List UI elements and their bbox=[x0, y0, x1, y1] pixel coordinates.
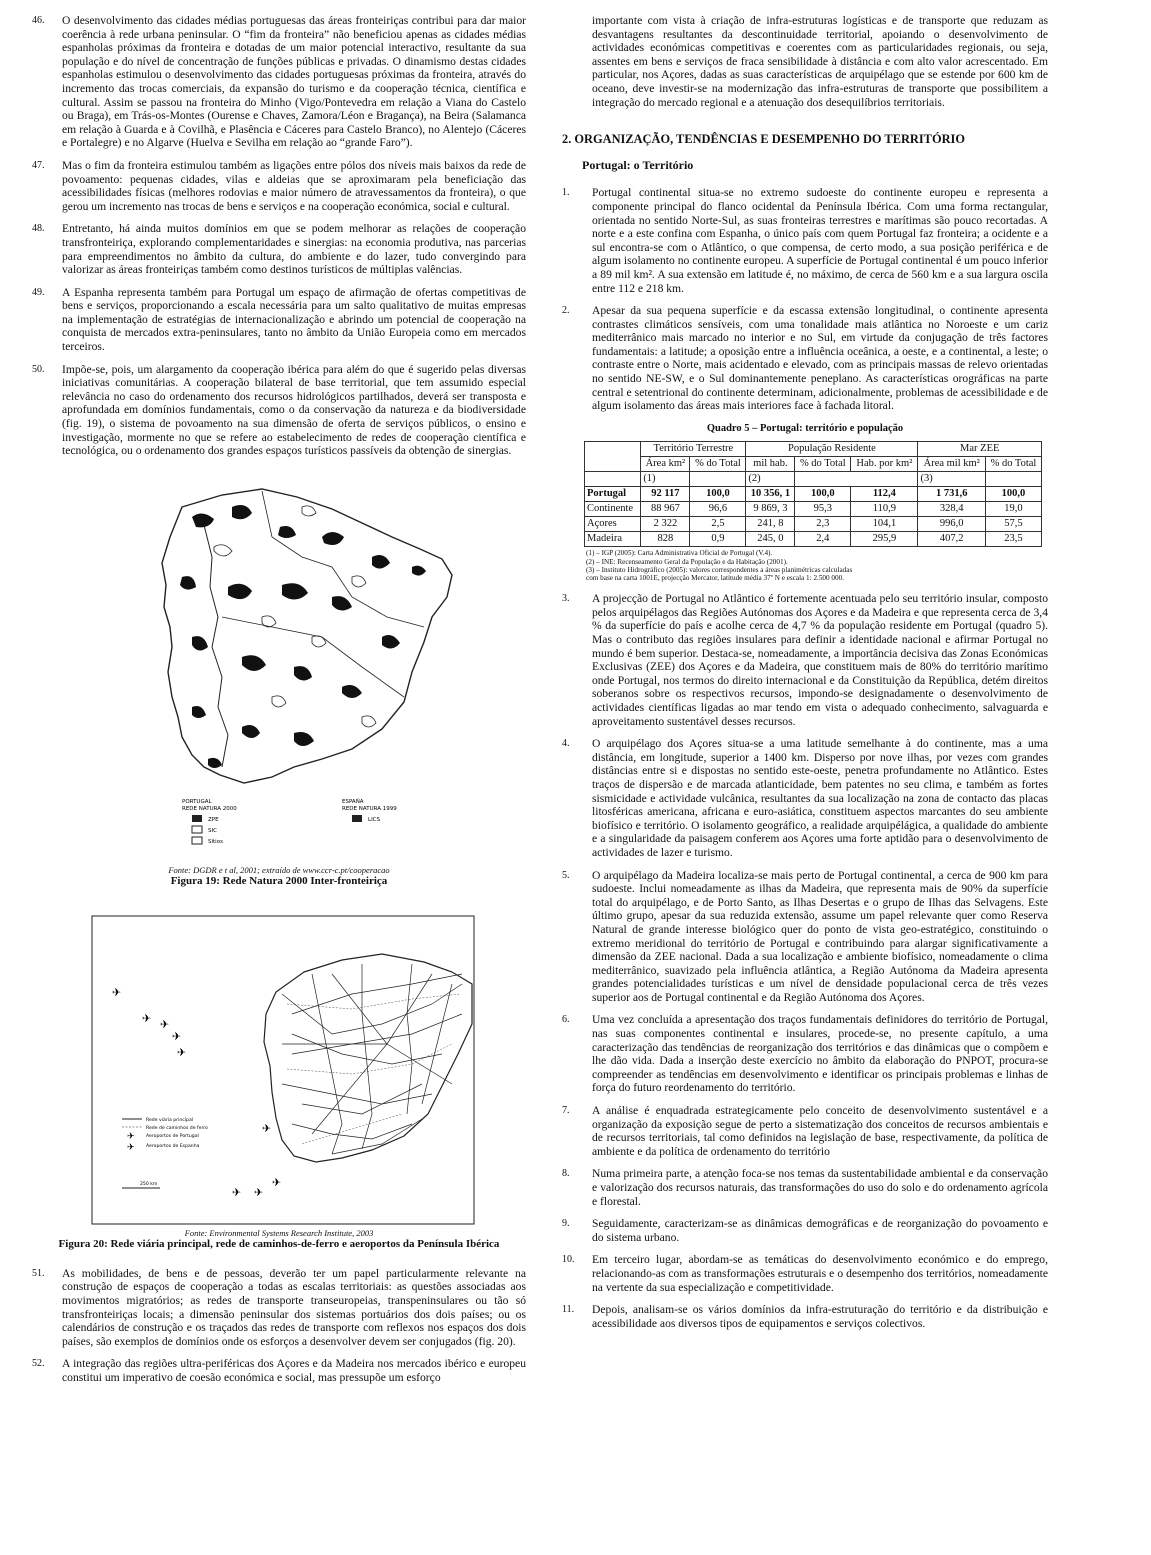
table-row bbox=[585, 487, 1042, 502]
paragraph bbox=[32, 1357, 526, 1384]
paragraph-text: A projecção de Portugal no Atlântico é fortemente acentuada pelo seu território insular, composto pelos arquipélagos das Regiões Autónomas dos Açores e da Madeira e que representa cerca de 3,4 % da superfície do país e acolhe cerca de 4,7 % da população residente em Portugal (quadro 5). Mas o contributo das regiões insulares para definir a identidade nacional e afirmar Portugal no mundo é bem superior. Destaca-se, nomeadamente, a importância decisiva das Zonas Económicas Exclusivas (ZEE) dos Açores e da Madeira, que constituem mais de 80% do território marítimo onde Portugal, nos termos do direito internacional e da Constituição da República, detém direitos soberanos sobre os respectivos recursos, impondo-se designadamente o desenvolvimento de actividades científicas ligadas ao mar tendo em vista o adequado conhecimento, salvaguarda e aproveitamento sustentável desses recursos. bbox=[592, 592, 1048, 728]
sitios-swatch bbox=[192, 837, 202, 844]
paragraph-number: 46. bbox=[32, 15, 45, 26]
table-cell: 328,4 bbox=[918, 502, 986, 517]
legend-pt-subtitle: REDE NATURA 2000 bbox=[182, 805, 237, 812]
paragraph-text: As mobilidades, de bens e de pessoas, deverão ter um papel particularmente relevante na construção de espaços de cooperação a todas as escalas territoriais: as questões associadas aos movimentos migratórios; as redes de transporte transeuropeias, transpeninsulares ou tão só transfronteiriças locais; a dimensão peninsular dos sistemas portuários dos dois países; ou os calendários de construção e os traçados das redes de transporte com reflexos nos espaços dos dois países, são exemplos de domínios onde os esforços a desenvolver devem ser conjugados (fig. 20). bbox=[62, 1266, 526, 1348]
figure-19-source: Fonte: DGDR e t al, 2001; extraído de www.ccr-c.pt/cooperacao bbox=[168, 864, 390, 875]
paragraph-number: 2. bbox=[562, 305, 570, 317]
row-label: Continente bbox=[585, 502, 641, 517]
paragraph bbox=[562, 1013, 1048, 1095]
paragraph-number: 48. bbox=[32, 223, 45, 235]
airport-pt-icon: ✈ bbox=[127, 1131, 135, 1142]
table-cell: 2,4 bbox=[795, 532, 851, 547]
table-cell: 2 322 bbox=[641, 517, 690, 532]
table-row bbox=[585, 532, 1042, 547]
table-cell: 10 356, 1 bbox=[746, 487, 795, 502]
legend-airports-es: Aeroportos de Espanha bbox=[146, 1143, 200, 1149]
table-cell: 100,0 bbox=[985, 487, 1041, 502]
paragraph-number: 1. bbox=[562, 187, 570, 199]
paragraph-text: Uma vez concluída a apresentação dos traços fundamentais definidores do território de Portugal, nas suas componentes continental e insulares, procede-se, no presente capítulo, a uma caracterização das tendências de reorganização dos territórios e das dinâmicas que o compõem e lhe dão vida. Dada a inserção deste exercício no âmbito da elaboração do PNPOT, procura-se compreender as tendências em desenvolvimento e identificar os principais problemas e linhas de força do futuro reordenamento do território. bbox=[592, 1013, 1048, 1095]
table-note: (3) – Instituto Hidrográfico (2005): valores correspondentes a áreas planimétricas calculadas bbox=[586, 565, 853, 574]
table-cell: 57,5 bbox=[985, 517, 1041, 532]
legend-airports-pt: Aeroportos de Portugal bbox=[146, 1133, 199, 1139]
paragraph bbox=[562, 304, 1048, 413]
paragraph-text: Depois, analisam-se os vários domínios da infra-estruturação do território e da distribuição e acessibilidade aos diversos tipos de equipamentos e serviços colectivos. bbox=[592, 1303, 1048, 1330]
svg-text:✈: ✈ bbox=[112, 985, 122, 999]
paragraph bbox=[562, 1104, 1048, 1158]
paragraph-number: 3. bbox=[562, 593, 570, 605]
paragraph bbox=[562, 1303, 1048, 1330]
scale-label: 250 km bbox=[140, 1181, 158, 1187]
paragraph-number: 51. bbox=[32, 1267, 45, 1279]
paragraph-number: 47. bbox=[32, 159, 45, 171]
paragraph-number: 9. bbox=[562, 1218, 570, 1230]
paragraph bbox=[562, 592, 1048, 728]
quadro-5-table bbox=[584, 441, 1042, 547]
group-mar-zee: Mar ZEE bbox=[918, 442, 1042, 457]
table-cell: 88 967 bbox=[641, 502, 690, 517]
table-row bbox=[585, 517, 1042, 532]
section-heading: 2. ORGANIZAÇÃO, TENDÊNCIAS E DESEMPENHO DO TERRITÓRIO bbox=[562, 132, 965, 147]
paragraph-text: Em terceiro lugar, abordam-se as temáticas do desenvolvimento económico e do emprego, relacionando-as com as transformações estruturais e o desempenho dos territórios, nomeadamente na vertente da sua especialização e competitividade. bbox=[592, 1253, 1048, 1294]
table-cell: 295,9 bbox=[851, 532, 918, 547]
svg-text:✈: ✈ bbox=[232, 1185, 242, 1199]
svg-text:✈: ✈ bbox=[272, 1175, 282, 1189]
paragraph-text: Impõe-se, pois, um alargamento da cooperação ibérica para além do que é sugerido pelas diversas iniciativas comunitárias. A cooperação bilateral de base territorial, que tem assumido especial relevância no caso do ordenamento dos recursos hidrológicos partilhados, deverá ser transposta e aprofundada em domínios fundamentais, como o da conservação da natureza e da biodiversidade (fig. 19), o sistema de povoamento na sua dimensão de oferta de serviços públicos, o ensino e investigação, mormente no que se refere ao estabelecimento de redes de cooperação científica e tecnológica, ou o ordenamento dos grandes espaços turísticos passíveis da obtenção de sinergias. bbox=[62, 362, 526, 458]
table-subheader: mil hab. bbox=[746, 457, 795, 472]
table-subheader: % do Total bbox=[690, 457, 746, 472]
table-cell: 95,3 bbox=[795, 502, 851, 517]
table-note: (1) – IGP (2005): Carta Administrativa Oficial de Portugal (V.4). bbox=[586, 549, 773, 558]
legend-road: Rede viária principal bbox=[146, 1117, 194, 1123]
table-cell: 112,4 bbox=[851, 487, 918, 502]
legend-sic: SIC bbox=[208, 827, 217, 834]
row-label: Madeira bbox=[585, 532, 641, 547]
table-note: (2) – INE: Recenseamento Geral da População e da Habitação (2001). bbox=[586, 557, 788, 566]
paragraph-text: A análise é enquadrada estrategicamente pelo conceito de desenvolvimento sustentável e a organização da exposição segue de perto a sistematização dos conceitos de recursos ambientais e de recursos territoriais, tal como definidos na legislação de base, respectivamente, da política de ambiente e da política de ordenamento do território bbox=[592, 1104, 1048, 1158]
right-column bbox=[562, 14, 1048, 1339]
group-populacao: População Residente bbox=[746, 442, 918, 457]
rede-natura-map bbox=[32, 467, 526, 865]
table-subheader: Área km² bbox=[641, 457, 690, 472]
paragraph bbox=[32, 363, 526, 458]
table-subheader: % do Total bbox=[795, 457, 851, 472]
paragraph-text: Mas o fim da fronteira estimulou também as ligações entre pólos dos níveis mais baixos da rede de povoamento: pequenas cidades, vilas e aldeias que se aproximaram pela beneficiação das acessibilidades físicas (melhores rodovias e maior número de atravessamentos da fronteira), o que gerou um incremento nas trocas de bens e serviços e na cooperação económica, social e cultural. bbox=[62, 158, 526, 213]
paragraph-text: O arquipélago dos Açores situa-se a uma latitude semelhante à do continente, mas a uma distância, em longitude, superior a 1400 km. Disperso por nove ilhas, por vezes com grandes distâncias entre si e dispostas no sentido este-oeste, penetra profundamente no Atlântico. Estes traços de dispersão e de marcada atlanticidade, bem patentes no seu clima, e também as fortes sismicidade e actividade vulcânica, resultantes da sua localização na zona de contacto das placas litosféricas americana, africana e euro-asiática, constituem aspectos marcantes do seu ambiente biofísico e território. O isolamento geográfico, a realidade arquipélágica, a qualidade do ambiente e a singularidade da paisagem conferem aos Açores uma forte aptidão para o desenvolvimento de actividades de lazer e turismo. bbox=[592, 737, 1048, 859]
table-ref-cell bbox=[985, 472, 1041, 487]
quadro-5-notes bbox=[586, 549, 1048, 582]
paragraph bbox=[32, 159, 526, 213]
figure-20-caption: Figura 20: Rede viária principal, rede de caminhos-de-ferro e aeroportos da Península Ibérica bbox=[58, 1237, 500, 1250]
paragraph bbox=[562, 869, 1048, 1005]
table-subheader: % do Total bbox=[985, 457, 1041, 472]
table-cell: 996,0 bbox=[918, 517, 986, 532]
figure-19 bbox=[32, 467, 526, 888]
table-ref-cell bbox=[795, 472, 918, 487]
left-column bbox=[32, 14, 526, 1394]
section-subheading: Portugal: o Território bbox=[582, 157, 694, 172]
svg-text:✈: ✈ bbox=[262, 1121, 272, 1135]
paragraph bbox=[562, 1253, 1048, 1294]
table-ref-cell bbox=[690, 472, 746, 487]
table-ref-cell: (1) bbox=[641, 472, 690, 487]
figure-20-source: Fonte: Environmental Systems Research Institute, 2003 bbox=[184, 1227, 374, 1238]
paragraph-number: 49. bbox=[32, 286, 45, 298]
table-cell: 110,9 bbox=[851, 502, 918, 517]
figure-19-caption: Figura 19: Rede Natura 2000 Inter-fronteiriça bbox=[170, 874, 388, 887]
table-cell: 407,2 bbox=[918, 532, 986, 547]
table-ref-cell: (2) bbox=[746, 472, 795, 487]
continuation-paragraph: importante com vista à criação de infra-estruturas logísticas e de transporte que reduzam as desvantagens resultantes da descontinuidade territorial, apoiando o desenvolvimento de actividades económicas competitivas e coerentes com as particularidades regionais, ou seja, assentes em bens e serviços de fraca sensibilidade à distância e com alto valor acrescentado. Em particular, nos Açores, dadas as suas características de arquipélago que se estende por 600 km de oceano, deve investir-se na modernização das infra-estruturas de transporte que possibilitem a integração do mercado regional e a atenuação dos desequilíbrios territoriais. bbox=[592, 14, 1048, 109]
legend-lics: LICS bbox=[368, 816, 381, 823]
paragraph-number: 8. bbox=[562, 1168, 570, 1180]
table-cell: 245, 0 bbox=[746, 532, 795, 547]
paragraph-number: 50. bbox=[32, 363, 45, 375]
row-label: Portugal bbox=[585, 487, 641, 502]
paragraph-number: 52. bbox=[32, 1358, 45, 1370]
table-ref-cell: (3) bbox=[918, 472, 986, 487]
paragraph bbox=[32, 286, 526, 354]
paragraph-text: O arquipélago da Madeira localiza-se mais perto de Portugal continental, a cerca de 900 km para sudoeste. Inclui nomeadamente as ilhas da Madeira, que representa mais de 90% da superfície total do arquipélago, e de Porto Santo, as Ilhas Desertas e o grupo de Ilhas das Selvagens. Este último grupo, apesar da sua reduzida extensão, assume um papel relevante quer como Reserva Natural de grande interesse biológico quer do ponto de vista geo-estratégico, constituindo o extremo meridional do território de Portugal e contribuindo para alargar significativamente a dimensão da ZEE nacional. Dada a sua localização e ambiente biofísico, nomeadamente o clima mediterrânico, suavizado pela influência atlântica, a Região Autónoma da Madeira apresenta grandes potencialidades turísticas e um nível de densidade populacional cerca de três vezes superior aos de Portugal continental e da Região Autónoma dos Açores. bbox=[592, 868, 1048, 1004]
paragraph-number: 6. bbox=[562, 1014, 570, 1026]
paragraph-number: 7. bbox=[562, 1105, 570, 1117]
legend-pt-title: PORTUGAL bbox=[182, 798, 212, 805]
paragraph-text: Entretanto, há ainda muitos domínios em que se podem melhorar as relações de cooperação transfronteiriça, explorando complementaridades e sinergias: na economia produtiva, nas parcerias para empreendimentos no âmbito da cultura, do ambiente e do lazer, tudo convergindo para valorizar as áreas fronteiriças também como destinos turísticos de múltiplas valências. bbox=[62, 222, 526, 277]
paragraph bbox=[32, 14, 526, 150]
row-label: Açores bbox=[585, 517, 641, 532]
table-subheader: Hab. por km² bbox=[851, 457, 918, 472]
table-cell: 2,5 bbox=[690, 517, 746, 532]
table-cell: 19,0 bbox=[985, 502, 1041, 517]
table-cell: 2,3 bbox=[795, 517, 851, 532]
lics-swatch bbox=[352, 815, 362, 822]
paragraph-text: Portugal continental situa-se no extremo sudoeste do continente europeu e representa a componente principal do flanco ocidental da Península Ibérica. Com uma forma rectangular, orientada no sentido Norte-Sul, as suas fronteiras terrestres e marítimas são pouco recortadas. A norte e a este confina com Espanha, o único país com quem Portugal faz fronteira; a ocidente e a sul encontra-se com o Atlântico, o que compensa, de certo modo, a sua posição periférica e de algum isolamento no continente europeu. A superfície de Portugal continental é um pouco inferior a 89 mil km². A sua extensão em latitude é, no máximo, de cerca de 560 km e a sua largura oscila entre 112 e 218 km. bbox=[592, 186, 1048, 295]
figure-20 bbox=[32, 914, 526, 1251]
paragraph-text: Apesar da sua pequena superfície e da escassa extensão longitudinal, o continente apresenta contrastes climáticos sensíveis, com uma tonalidade mais atlântica no Noroeste e um cariz mediterrânico mais marcado no interior e no Sul, em virtude da conjugação de três factores fundamentais: a latitude; a oposição entre a influência oceânica, a oeste, e a continental, a leste; o contraste entre o Norte, mais acidentado e elevado, com as principais massas de relevo orientadas no sentido NE-SW, e o Sul dominantemente peneplano. As características orográficas na parte central e setentrional do continente determinam, adicionalmente, problemas de acessibilidade e de algum isolamento das áreas mais interiores face à fachada litoral. bbox=[592, 304, 1048, 413]
paragraph bbox=[562, 1217, 1048, 1244]
sic-swatch bbox=[192, 826, 202, 833]
table-subheader: Área mil km² bbox=[918, 457, 986, 472]
paragraph-number: 10. bbox=[562, 1254, 575, 1266]
table-cell: 92 117 bbox=[641, 487, 690, 502]
table-cell: 100,0 bbox=[795, 487, 851, 502]
table-cell: 241, 8 bbox=[746, 517, 795, 532]
paragraph bbox=[562, 737, 1048, 859]
table-cell: 1 731,6 bbox=[918, 487, 986, 502]
paragraph-text: Numa primeira parte, a atenção foca-se nos temas da sustentabilidade ambiental e da conservação e valorização dos recursos naturais, das transformações do uso do solo e do ordenamento agrícola e florestal. bbox=[592, 1167, 1048, 1208]
svg-text:✈: ✈ bbox=[142, 1011, 152, 1025]
legend-es-subtitle: REDE NATURA 1999 bbox=[342, 805, 397, 812]
svg-text:✈: ✈ bbox=[172, 1029, 182, 1043]
table-row bbox=[585, 502, 1042, 517]
zpe-swatch bbox=[192, 815, 202, 822]
paragraph bbox=[562, 1167, 1048, 1208]
paragraph-text: A Espanha representa também para Portugal um espaço de afirmação de ofertas competitivas de bens e serviços, proporcionando a escala necessária para um salto qualitativo de muitas empresas na implementação de estratégias de internacionalização e abrindo um potencial de cooperação na conquista de mercados extra-peninsulares, tanto no âmbito da União Europeia como em mercados terceiros. bbox=[62, 285, 526, 354]
paragraph-number: 5. bbox=[562, 869, 570, 881]
table-corner bbox=[585, 442, 641, 472]
paragraph bbox=[32, 222, 526, 276]
paragraph-text: Seguidamente, caracterizam-se as dinâmicas demográficas e de reorganização do povoamento e do sistema urbano. bbox=[592, 1217, 1048, 1244]
transport-network-map bbox=[32, 914, 526, 1228]
quadro-5-title: Quadro 5 – Portugal: território e população bbox=[706, 422, 904, 434]
paragraph-number: 4. bbox=[562, 738, 570, 750]
svg-text:✈: ✈ bbox=[254, 1185, 264, 1199]
table-cell: 96,6 bbox=[690, 502, 746, 517]
table-cell: 9 869, 3 bbox=[746, 502, 795, 517]
group-territorio: Território Terrestre bbox=[641, 442, 746, 457]
paragraph bbox=[562, 186, 1048, 295]
legend-zpe: ZPE bbox=[208, 816, 219, 823]
airport-es-icon: ✈ bbox=[127, 1142, 135, 1153]
legend-es-title: ESPAÑA bbox=[342, 798, 364, 805]
svg-text:✈: ✈ bbox=[160, 1017, 170, 1031]
table-cell: 0,9 bbox=[690, 532, 746, 547]
legend-rail: Rede de caminhos de ferro bbox=[146, 1125, 208, 1131]
legend-sitios: Sítios bbox=[208, 838, 223, 845]
paragraph-number: 11. bbox=[562, 1304, 575, 1316]
table-note: com base na carta 1001E, projecção Mercator, latitude média 37º N e escala 1: 2.500 000. bbox=[586, 574, 844, 583]
table-ref-cell bbox=[585, 472, 641, 487]
table-cell: 23,5 bbox=[985, 532, 1041, 547]
table-cell: 100,0 bbox=[690, 487, 746, 502]
paragraph-text: A integração das regiões ultra-periféricas dos Açores e da Madeira nos mercados ibérico e europeu constitui um imperativo de coesão económica e social, mas pressupõe um esforço bbox=[62, 1357, 526, 1384]
paragraph bbox=[32, 1267, 526, 1349]
table-cell: 104,1 bbox=[851, 517, 918, 532]
svg-text:✈: ✈ bbox=[177, 1045, 187, 1059]
paragraph-text: O desenvolvimento das cidades médias portuguesas das áreas fronteiriças contribui para dar maior coerência à rede urbana peninsular. O “fim da fronteira” não beneficiou apenas as cidades médias espanholas próximas da fronteira e dotadas de um maior potencial interactivo, resultante da sua população e do nível de concentração de funções públicas e privadas. O dinamismo destas cidades espanholas estimulou o desenvolvimento das cidades portuguesas próximas da fronteira, através do incremento das trocas comerciais, da expansão do turismo e da cooperação técnica, científica e cultural. Assim se passou na fronteira do Minho (Vigo/Pontevedra em relação a Viana do Castelo ou Braga), em Trás-os-Montes (Ourense e Chaves, Zamora/Léon e Bragança), na Beira (Salamanca em relação à Guarda e à Covilhã, e Plasência e Cáceres para Castelo Branco), no Alentejo (Cáceres e Portalegre) e no Algarve (Huelva e Sevilha em relação ao “grande Faro”). bbox=[62, 14, 526, 150]
table-cell: 828 bbox=[641, 532, 690, 547]
